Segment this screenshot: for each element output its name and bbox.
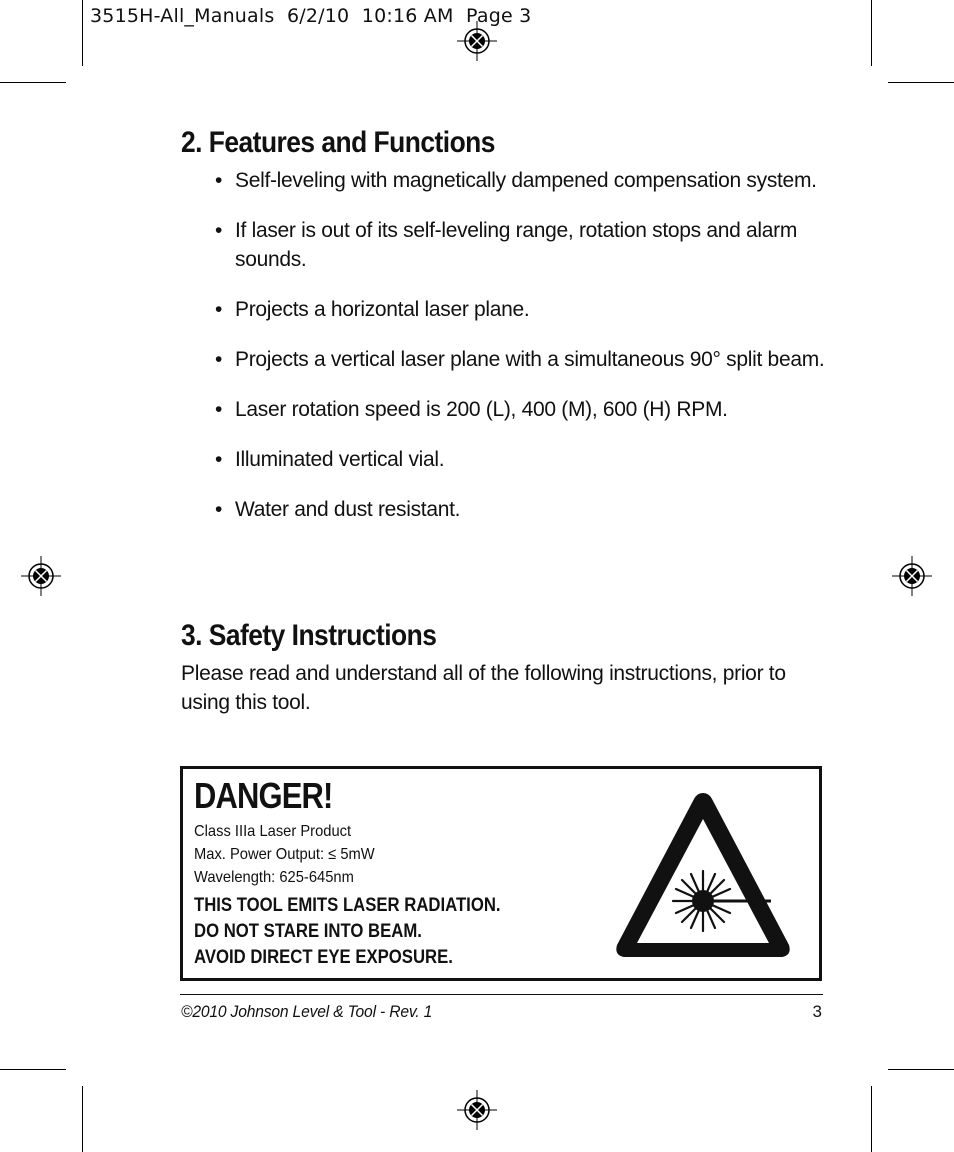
footer-copyright: ©2010 Johnson Level & Tool - Rev. 1	[181, 1002, 433, 1021]
list-item: • Illuminated vertical vial.	[215, 448, 445, 471]
list-item-text: Water and dust resistant.	[235, 498, 461, 521]
list-item-text: Projects a horizontal laser plane.	[235, 298, 530, 321]
section-title-safety: 3. Safety Instructions	[181, 619, 437, 652]
list-item-text: Self-leveling with magnetically dampened compensation system.	[235, 169, 817, 192]
print-slug: 3515H-All_Manuals 6/2/10 10:16 AM Page 3	[90, 5, 532, 27]
safety-intro: Please read and understand all of the following instructions, prior to using this tool.	[181, 662, 786, 714]
registration-mark-icon	[892, 556, 932, 596]
page-number: 3	[812, 1002, 822, 1021]
features-list	[215, 166, 835, 545]
list-item: • Projects a vertical laser plane with a simultaneous 90° split beam.	[215, 348, 825, 371]
crop-mark	[0, 1069, 66, 1070]
crop-mark	[82, 0, 83, 66]
power-output: Max. Power Output: ≤ 5mW	[194, 846, 375, 863]
list-item-text: Projects a vertical laser plane with a simultaneous 90° split beam.	[235, 348, 825, 371]
registration-mark-icon	[21, 556, 61, 596]
warning-line: THIS TOOL EMITS LASER RADIATION.	[194, 895, 501, 916]
laser-warning-icon	[611, 785, 795, 965]
crop-mark	[82, 1086, 83, 1152]
list-item: • Projects a horizontal laser plane.	[215, 298, 530, 321]
list-item-text: If laser is out of its self-leveling range, rotation stops and alarm sounds.	[235, 219, 798, 271]
warning-line: AVOID DIRECT EYE EXPOSURE.	[194, 947, 453, 968]
registration-mark-icon	[457, 21, 497, 61]
list-item-text: Laser rotation speed is 200 (L), 400 (M), 600 (H) RPM.	[235, 398, 728, 421]
list-item: • Laser rotation speed is 200 (L), 400 (M), 600 (H) RPM.	[215, 398, 728, 421]
wavelength: Wavelength: 625-645nm	[194, 869, 354, 886]
danger-title: DANGER!	[194, 775, 333, 816]
list-item: • If laser is out of its self-leveling range, rotation stops and alarm sounds.	[215, 219, 798, 271]
crop-mark	[888, 1069, 954, 1070]
laser-class: Class IIIa Laser Product	[194, 823, 352, 840]
crop-mark	[871, 1086, 872, 1152]
registration-mark-icon	[457, 1090, 497, 1130]
warning-line: DO NOT STARE INTO BEAM.	[194, 921, 422, 942]
footer-divider	[180, 994, 823, 995]
crop-mark	[871, 0, 872, 66]
danger-warning-box	[180, 766, 822, 981]
crop-mark	[0, 82, 66, 83]
list-item: • Water and dust resistant.	[215, 498, 461, 521]
list-item-text: Illuminated vertical vial.	[235, 448, 445, 471]
crop-mark	[888, 82, 954, 83]
section-title-features: 2. Features and Functions	[181, 126, 495, 159]
list-item: • Self-leveling with magnetically dampened compensation system.	[215, 169, 817, 192]
